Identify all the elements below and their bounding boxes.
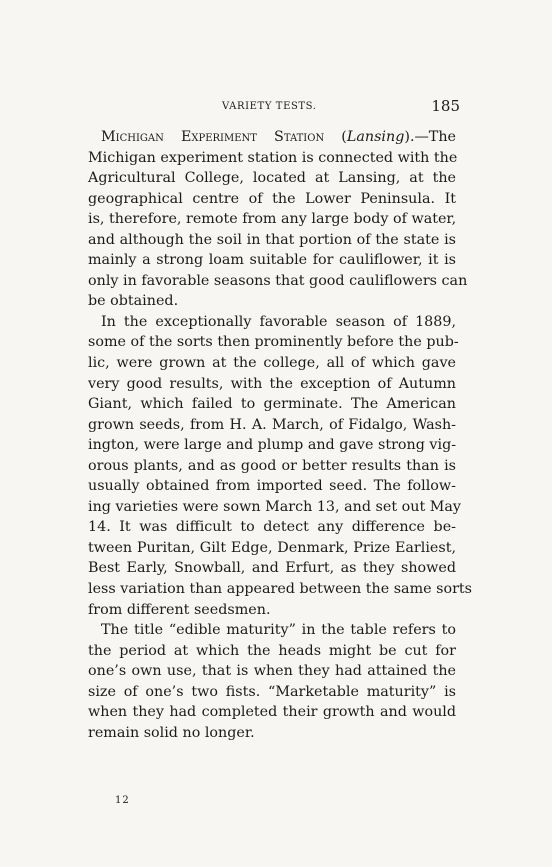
- signature-mark: 12: [115, 795, 130, 806]
- page-number: 185: [431, 97, 460, 115]
- paragraph-1-line-8: only in favorable seasons that good cauliflowers can: [88, 272, 468, 289]
- paragraph-1-line-4: geographical centre of the Lower Peninsula. It: [88, 190, 456, 207]
- body-text: [88, 127, 473, 743]
- station-location: (Lansing).—The: [341, 129, 456, 145]
- paragraph-1-line-9: be obtained.: [88, 293, 179, 310]
- paragraph-1-line-7: mainly a strong loam suitable for cauliflower, it is: [88, 252, 456, 269]
- paragraph-2-line-9: usually obtained from imported seed. The follow-: [88, 478, 456, 495]
- paragraph-2-line-13: Best Early, Snowball, and Erfurt, as they showed: [88, 560, 456, 577]
- paragraph-2-line-3: lic, were grown at the college, all of which gave: [88, 355, 456, 372]
- paragraph-2-line-6: grown seeds, from H. A. March, of Fidalgo, Wash-: [88, 416, 456, 433]
- paragraph-2-line-15: from different seedsmen.: [88, 601, 271, 618]
- paragraph-1-line-5: is, therefore, remote from any large body of water,: [88, 211, 457, 228]
- paragraph-3-line-6: remain solid no longer.: [88, 724, 255, 741]
- paragraph-2-line-11: 14. It was difficult to detect any difference be-: [88, 519, 456, 536]
- running-head: [88, 97, 460, 117]
- paragraph-2-line-5: Giant, which failed to germinate. The American: [88, 396, 456, 413]
- paragraph-2-line-10: ing varieties were sown March 13, and set out May: [88, 498, 461, 515]
- paragraph-2-line-8: orous plants, and as good or better results than is: [88, 457, 456, 474]
- paragraph-2-line-7: ington, were large and plump and gave strong vig-: [88, 437, 457, 454]
- paragraph-1-line-3: Agricultural College, located at Lansing, at the: [88, 170, 456, 187]
- paragraph-3-line-3: one’s own use, that is when they had attained the: [88, 663, 456, 680]
- paragraph-2-line-2: some of the sorts then prominently before the pub-: [88, 334, 459, 351]
- paragraph-2-line-4: very good results, with the exception of Autumn: [88, 375, 456, 392]
- paragraph-2-line-14: less variation than appeared between the same sorts: [88, 581, 473, 598]
- station-location-italic: Lansing: [346, 129, 405, 145]
- paragraph-3-line-2: the period at which the heads might be cut for: [88, 642, 456, 659]
- paragraph-1-line-1: [88, 127, 456, 148]
- paragraph-3-line-5: when they had completed their growth and would: [88, 704, 456, 721]
- paragraph-2-line-12: tween Puritan, Gilt Edge, Denmark, Prize Earliest,: [88, 539, 456, 556]
- paragraph-3-line-4: size of one’s two fists. “Marketable maturity” is: [88, 683, 456, 700]
- running-head-title: VARIETY TESTS.: [222, 101, 317, 112]
- paragraph-2-line-1: In the exceptionally favorable season of 1889,: [101, 313, 456, 330]
- paragraph-3-line-1: The title “edible maturity” in the table refers to: [101, 622, 456, 639]
- paragraph-1-line-6: and although the soil in that portion of the state is: [88, 231, 456, 248]
- station-heading: Michigan Experiment Station: [101, 129, 325, 145]
- paragraph-1-line-2: Michigan experiment station is connected with the: [88, 149, 458, 166]
